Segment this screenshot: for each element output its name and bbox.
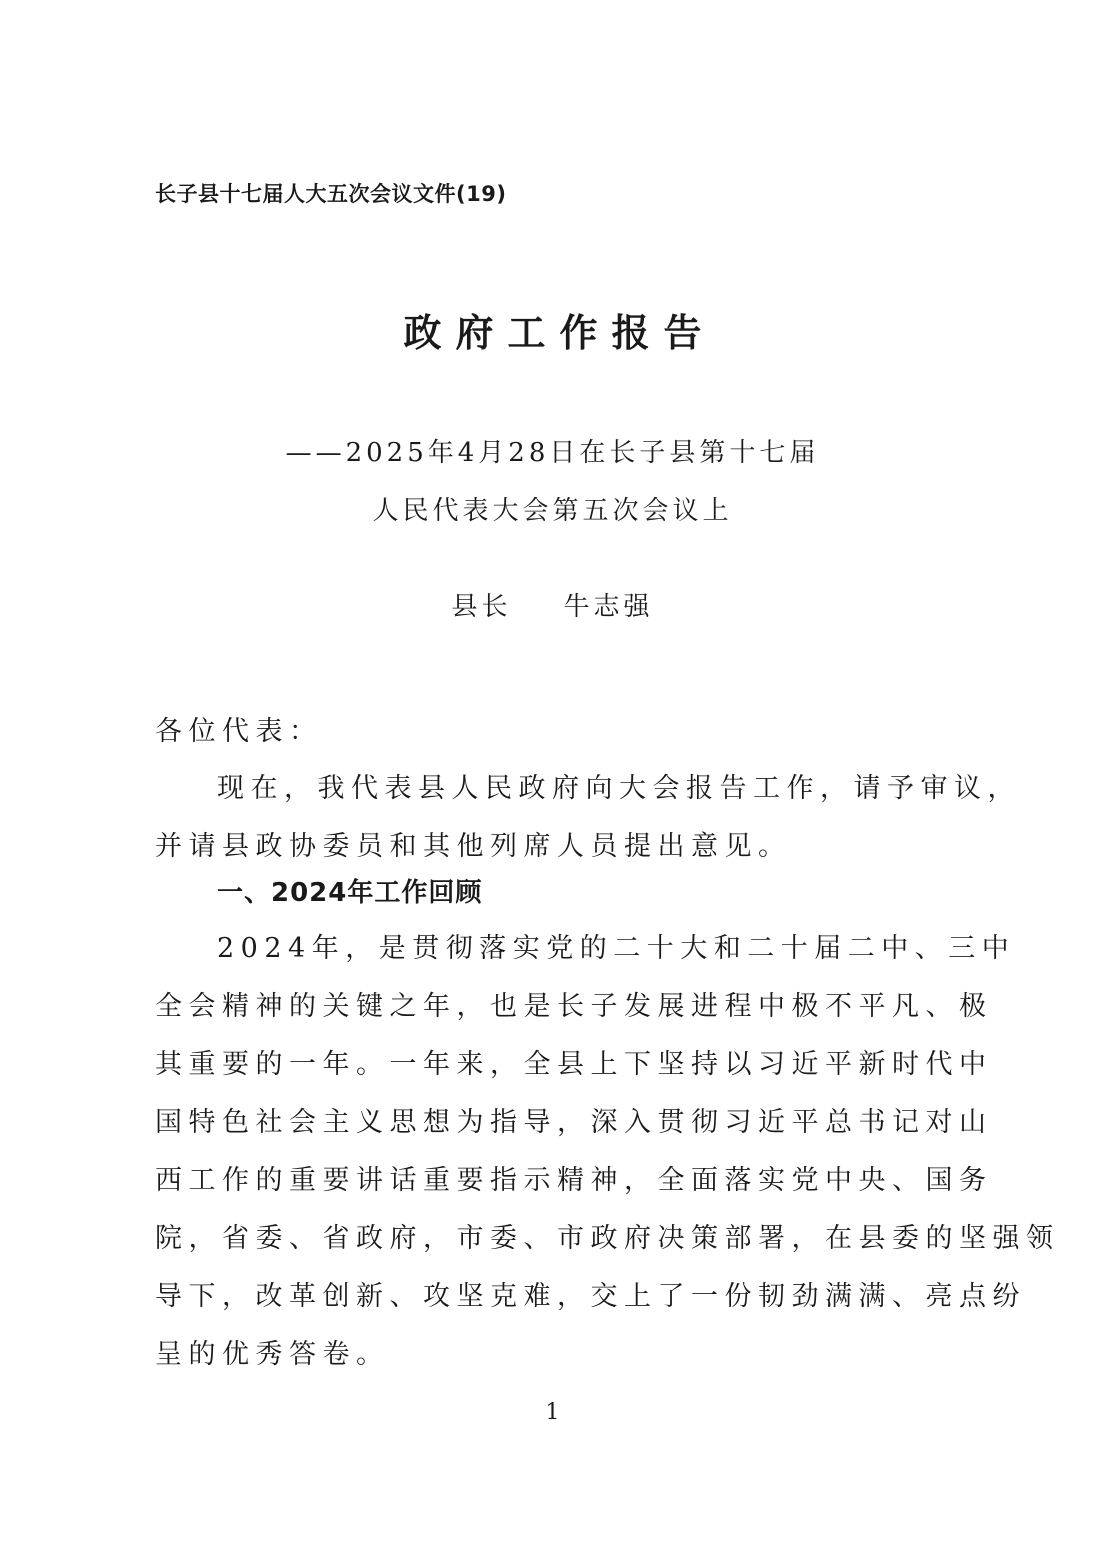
subtitle-line-2: 人民代表大会第五次会议上 bbox=[372, 496, 733, 526]
salutation-text: 各位代表： bbox=[155, 716, 323, 747]
section-heading: 一、2024年工作回顾 bbox=[217, 878, 483, 908]
speaker-position: 县长 bbox=[451, 592, 512, 622]
paragraph-line: 并请县政协委员和其他列席人员提出意见。 bbox=[155, 831, 792, 862]
paragraph-line: 现在，我代表县人民政府向大会报告工作，请予审议， bbox=[217, 773, 1021, 804]
report-title: 政府工作报告 bbox=[403, 311, 716, 355]
paragraph-line: 西工作的重要讲话重要指示精神，全面落实党中央、国务 bbox=[155, 1165, 993, 1196]
review-paragraph bbox=[155, 920, 1060, 1384]
page-number: 1 bbox=[545, 1400, 560, 1425]
paragraph-line: 2024年，是贯彻落实党的二十大和二十届二中、三中 bbox=[217, 933, 1016, 964]
document-file-label: 长子县十七届人大五次会议文件(19) bbox=[155, 182, 507, 206]
salutation bbox=[155, 703, 955, 761]
speaker-name: 牛志强 bbox=[563, 592, 654, 622]
paragraph-line: 其重要的一年。一年来，全县上下坚持以习近平新时代中 bbox=[155, 1049, 993, 1080]
speaker-line bbox=[0, 586, 1105, 623]
paragraph-line: 导下，改革创新、攻坚克难，交上了一份韧劲满满、亮点纷 bbox=[155, 1281, 1026, 1312]
subtitle-line-1: ——2025年4月28日在长子县第十七届 bbox=[285, 438, 820, 468]
paragraph-line: 院，省委、省政府，市委、市政府决策部署，在县委的坚强领 bbox=[155, 1223, 1060, 1254]
paragraph-line: 全会精神的关键之年，也是长子发展进程中极不平凡、极 bbox=[155, 991, 993, 1022]
opening-paragraph bbox=[155, 760, 1021, 876]
paragraph-line: 国特色社会主义思想为指导，深入贯彻习近平总书记对山 bbox=[155, 1107, 993, 1138]
paragraph-line: 呈的优秀答卷。 bbox=[155, 1339, 390, 1370]
